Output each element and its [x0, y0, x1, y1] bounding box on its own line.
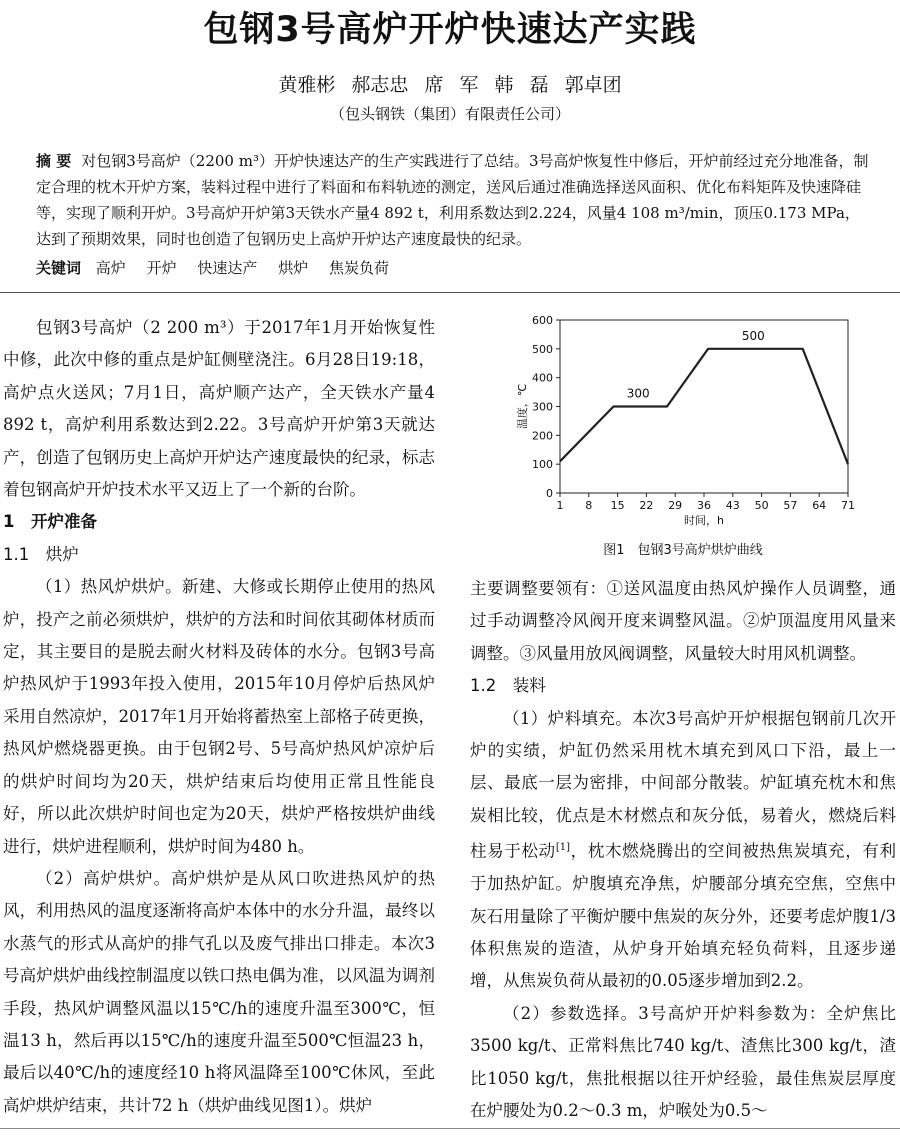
data-label: 300: [626, 386, 650, 401]
keyword: 高炉: [95, 259, 126, 277]
keyword: 烘炉: [278, 259, 309, 277]
keywords: [36, 257, 405, 278]
x-tick-label: 29: [668, 499, 683, 512]
paragraph-text: （1）炉料填充。本次3号高炉开炉根据包钢前几次开炉的实绩，炉缸仍然采用枕木填充到风口下沿，最上一层、最底一层为密排，中间部分散装。炉缸填充枕木和焦炭相比较，优点是木材燃点和灰分低，易着火，燃烧后料柱易于松动: [470, 708, 896, 861]
temperature-series-line: [560, 349, 848, 464]
x-tick-label: 36: [697, 499, 711, 512]
subsection-heading: 1.2 装料: [470, 676, 546, 696]
x-tick-label: 50: [754, 499, 769, 512]
subsection-heading: 1.1 烘炉: [3, 544, 79, 564]
x-tick-label: 64: [812, 499, 827, 512]
x-tick-label: 57: [783, 499, 798, 512]
author-list: 黄雅彬 郝志忠 席 军 韩 磊 郭卓团: [278, 74, 622, 96]
keyword: 焦炭负荷: [328, 259, 389, 277]
abstract: [36, 148, 870, 252]
y-tick-label: 500: [532, 342, 553, 356]
keyword: 快速达产: [197, 259, 258, 277]
left-column: [3, 312, 435, 1122]
y-tick-label: 600: [532, 314, 553, 327]
y-tick-label: 400: [532, 371, 553, 385]
abstract-text: 对包钢3号高炉（2200 m³）开炉快速达产的生产实践进行了总结。3号高炉恢复性中修后，开炉前经过充分地准备，制定合理的枕木开炉方案，装料过程中进行了料面和布料轨迹的测定，送风后通过准确选择送风面积、优化布料矩阵及快速降硅等，实现了顺利开炉。3号高炉开炉第3天铁水产量4 892 t，利用系数达到2.224，风量4 108 m³/min，顶压0.173 MPa，达到了预期效果，同时也创造了包钢历史上高炉开炉达产速度最快的纪录。: [36, 152, 869, 248]
y-tick-label: 300: [532, 400, 553, 414]
paper-title: 包钢3号高炉开炉快速达产实践: [203, 10, 697, 50]
y-tick-label: 0: [546, 487, 553, 500]
y-tick-label: 100: [532, 458, 553, 472]
figure-caption: 图1 包钢3号高炉烘炉曲线: [603, 543, 763, 558]
x-tick-label: 1: [556, 499, 564, 512]
y-tick-label: 200: [532, 429, 553, 443]
header-divider: [0, 292, 900, 293]
keywords-label: 关键词: [36, 259, 82, 277]
x-tick-label: 43: [725, 499, 740, 512]
oven-drying-chart: [510, 310, 890, 530]
intro-paragraph: 包钢3号高炉（2 200 m³）于2017年1月开始恢复性中修，此次中修的重点是炉缸侧壁浇注。6月28日19:18，高炉点火送风；7月1日，高炉顺产达产，全天铁水产量4 892 t，高炉利用系数达到2.22。3号高炉开炉第3天就达产，创造了包钢历史上高炉开炉达产速度最快的纪录，标志着包钢高炉开炉技术水平又迈上了一个新的台阶。: [3, 318, 435, 500]
body-paragraph: （1）热风炉烘炉。新建、大修或长期停止使用的热风炉，投产之前必须烘炉，烘炉的方法和时间依其砌体材质而定，其主要目的是脱去耐火材料及砖体的水分。包钢3号高炉热风炉于1993年投入使用，2015年10月停炉后热风炉采用自然凉炉，2017年1月开始将蓄热室上部格子砖更换，热风炉燃烧器更换。由于包钢2号、5号高炉热风炉凉炉后的烘炉时间均为20天，烘炉结束后均使用正常且性能良好，所以此次烘炉时间也定为20天，烘炉严格按烘炉曲线进行，烘炉进程顺利，烘炉时间为480 h。: [3, 577, 435, 856]
x-axis-label: 时间，h: [684, 514, 724, 527]
x-tick-label: 71: [841, 499, 855, 512]
keyword: 开炉: [146, 259, 177, 277]
body-paragraph: （2）参数选择。3号高炉开炉料参数为：全炉焦比3500 kg/t、正常料焦比740 kg/t、渣焦比300 kg/t，渣比1050 kg/t，焦批根据以往开炉经验，最佳焦炭层厚度在炉腰处为0.2～0.3 m，炉喉处为0.5～: [470, 1003, 896, 1120]
citation: [1]: [555, 842, 570, 854]
y-axis-label: 温度，℃: [516, 383, 529, 430]
x-tick-label: 15: [610, 499, 625, 512]
body-paragraph: [470, 703, 896, 998]
right-column: [470, 573, 896, 1127]
paragraph-text: ，枕木燃烧腾出的空间被热焦炭填充，有利于加热炉缸。炉腹填充净焦，炉腰部分填充空焦，空焦中灰石用量除了平衡炉腰中焦炭的灰分外，还要考虑炉腹1/3体积焦炭的造渣，从炉身开始填充轻负荷料，且逐步递增，从焦炭负荷从最初的0.05逐步增加到2.2。: [470, 841, 897, 991]
body-paragraph: （2）高炉烘炉。高炉烘炉是从风口吹进热风炉的热风，利用热风的温度逐渐将高炉本体中的水分升温，最终以水蒸气的形式从高炉的排气孔以及废气排出口排走。本次3号高炉烘炉曲线控制温度以铁口热电偶为准，以风温为调剂手段，热风炉调整风温以15℃/h的速度升温至300℃，恒温13 h，然后再以15℃/h的速度升温至500℃恒温23 h，最后以40℃/h的速度经10 h将风温降至100℃休风，至此高炉烘炉结束，共计72 h（烘炉曲线见图1）。烘炉: [3, 868, 435, 1115]
data-label: 500: [741, 328, 765, 343]
plot-frame: [560, 320, 848, 493]
abstract-label: 摘 要: [36, 152, 72, 170]
x-tick-label: 22: [639, 499, 654, 512]
affiliation: （包头钢铁（集团）有限责任公司）: [329, 105, 570, 123]
x-tick-label: 8: [585, 499, 593, 512]
body-paragraph: 主要调整要领有：①送风温度由热风炉操作人员调整，通过手动调整冷风阀开度来调整风温。②炉顶温度用风量来调整。③风量用放风阀调整，风量较大时用风机调整。: [470, 579, 896, 663]
section-heading: 1 开炉准备: [3, 512, 97, 532]
page-bottom-rule: [0, 1128, 900, 1129]
